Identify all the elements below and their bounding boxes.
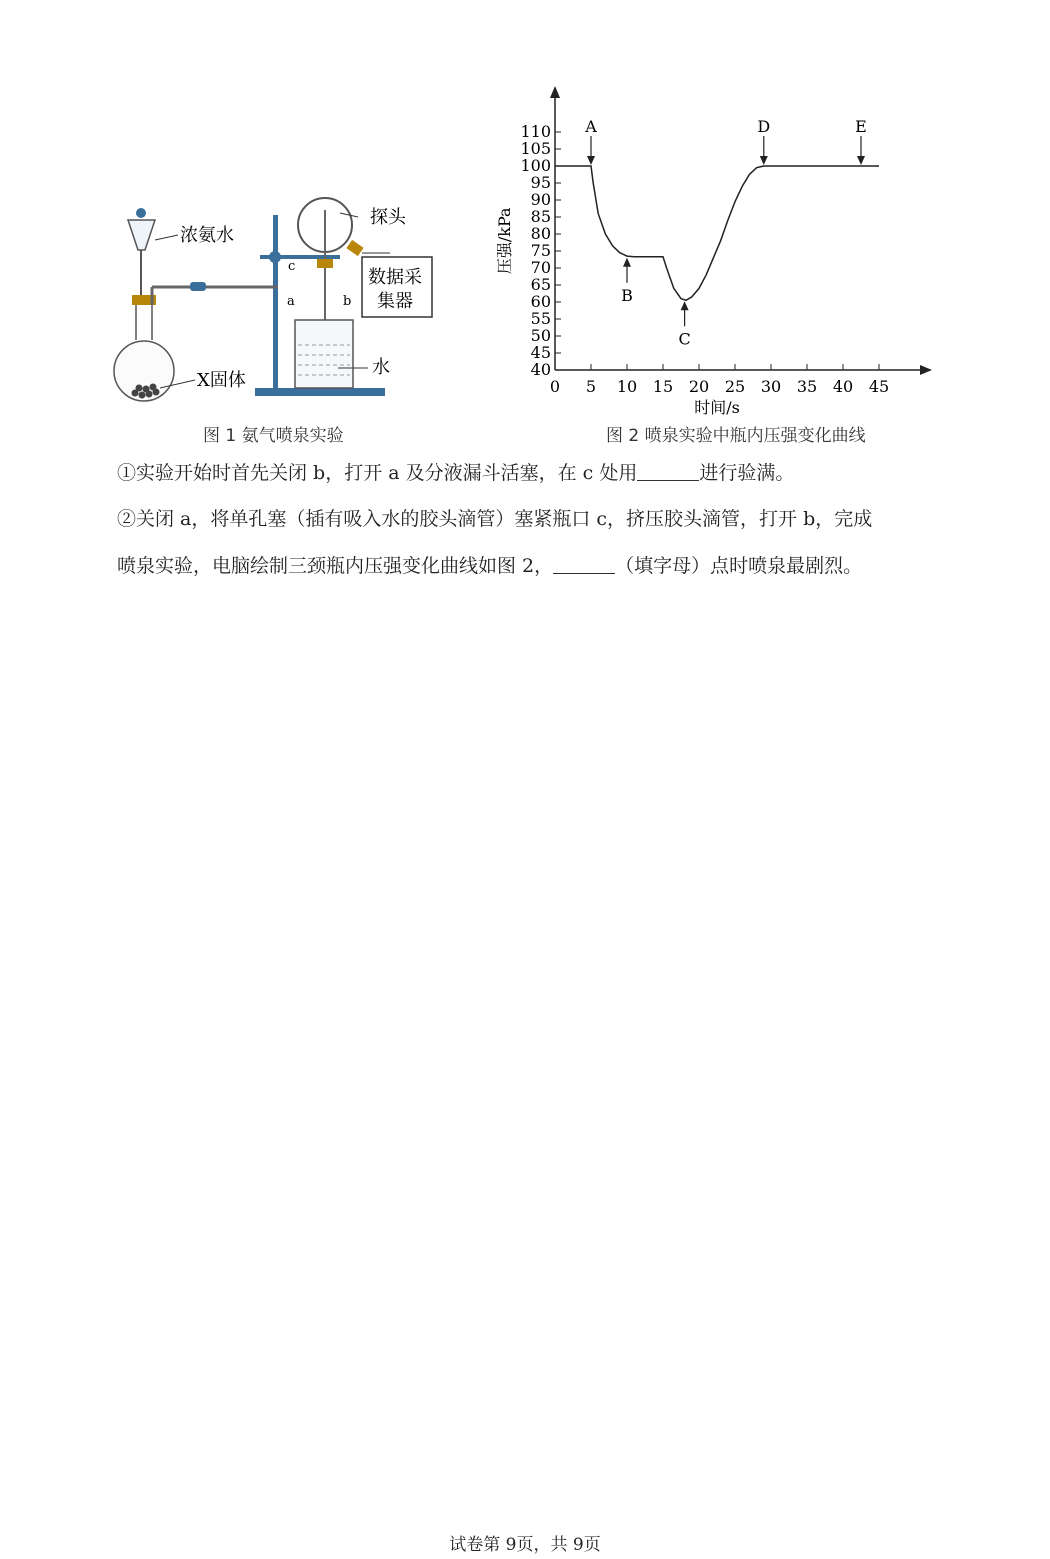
annotation-label: C: [678, 329, 691, 349]
figure2-caption: 图 2 喷泉实验中瓶内压强变化曲线: [606, 426, 866, 446]
x-tick-label: 20: [688, 377, 710, 396]
x-tick-label: 25: [724, 377, 746, 396]
y-tick-label: 70: [530, 258, 551, 277]
x-axis-arrow: [920, 365, 932, 375]
label-collector-1: 数据采: [368, 267, 422, 288]
funnel-stopper: [136, 208, 146, 218]
probe-stopper: [346, 240, 363, 256]
chart-ticks: [520, 122, 889, 396]
flask-stopper: [317, 259, 333, 268]
x-axis-label: 时间/s: [694, 398, 740, 417]
y-tick-label: 65: [530, 275, 551, 294]
label-ammonia: 浓氨水: [180, 225, 234, 246]
page-footer: 试卷第 9页，共 9页: [449, 1535, 601, 1555]
x-tick-label: 45: [868, 377, 890, 396]
chart-annotations: [584, 117, 867, 348]
annotation-arrow-head: [587, 156, 595, 165]
annotation-arrow-head: [623, 258, 631, 267]
answer-blank-2[interactable]: [553, 556, 615, 574]
question-2-line-2: [117, 556, 862, 576]
y-tick-label: 50: [530, 326, 551, 345]
tube-clip: [190, 282, 206, 291]
y-tick-label: 40: [530, 360, 551, 379]
annotation-arrow-head: [857, 156, 865, 165]
y-tick-label: 110: [520, 122, 551, 141]
y-axis-arrow: [550, 86, 560, 98]
annotation-label: B: [621, 285, 633, 305]
y-tick-label: 60: [530, 292, 551, 311]
stand-rod: [273, 215, 278, 390]
y-tick-label: 100: [520, 156, 551, 175]
label-probe: 探头: [370, 207, 406, 228]
y-tick-label: 75: [530, 241, 551, 260]
label-collector-2: 集器: [377, 291, 413, 312]
x-tick-label: 30: [760, 377, 782, 396]
x-tick-label: 5: [585, 377, 597, 396]
question-2-text: 喷泉实验，电脑绘制三颈瓶内压强变化曲线如图 2，: [117, 555, 554, 577]
annotation-label: A: [585, 117, 597, 136]
label-c: c: [288, 259, 296, 274]
y-tick-label: 105: [520, 139, 551, 158]
question-1-line: [117, 463, 794, 483]
question-2-line-1: ②关闭 a，将单孔塞（插有吸入水的胶头滴管）塞紧瓶口 c，挤压胶头滴管，打开 b，完成: [117, 508, 873, 530]
annotation-label: D: [757, 117, 771, 136]
question-1-end: 进行验满。: [699, 462, 795, 484]
figure1-caption: 图 1 氨气喷泉实验: [203, 426, 344, 446]
x-tick-label: 0: [549, 377, 561, 396]
annotation-arrow-head: [760, 156, 768, 165]
answer-blank-1[interactable]: [637, 463, 699, 481]
y-tick-label: 95: [530, 173, 551, 192]
y-tick-label: 80: [530, 224, 551, 243]
annotation-label: E: [855, 117, 867, 136]
label-b: b: [343, 294, 352, 309]
label-a: a: [287, 294, 295, 309]
clamp-knob: [269, 251, 281, 263]
x-tick-label: 15: [652, 377, 674, 396]
y-tick-label: 85: [530, 207, 551, 226]
ammonia-fountain-apparatus-figure: [100, 195, 450, 420]
ammonia-pointer: [155, 235, 178, 240]
y-tick-label: 45: [530, 343, 551, 362]
y-axis-label: 压强/kPa: [495, 207, 514, 275]
question-1-text: ①实验开始时首先关闭 b，打开 a 及分液漏斗活塞，在 c 处用: [117, 462, 638, 484]
x-tick-label: 35: [796, 377, 818, 396]
pressure-curve-chart: [492, 80, 952, 420]
round-bottom-flask: [114, 341, 174, 401]
question-2-end: （填字母）点时喷泉最剧烈。: [615, 555, 863, 577]
beaker: [295, 320, 353, 388]
label-water: 水: [372, 357, 390, 378]
x-tick-label: 40: [832, 377, 854, 396]
y-tick-label: 55: [530, 309, 551, 328]
annotation-arrow-head: [681, 301, 689, 310]
x-tick-label: 10: [616, 377, 638, 396]
pressure-series-line: [555, 166, 879, 300]
y-tick-label: 90: [530, 190, 551, 209]
chart-axes: [550, 86, 932, 375]
separatory-funnel: [128, 220, 155, 250]
label-x-solid: X固体: [197, 370, 246, 391]
